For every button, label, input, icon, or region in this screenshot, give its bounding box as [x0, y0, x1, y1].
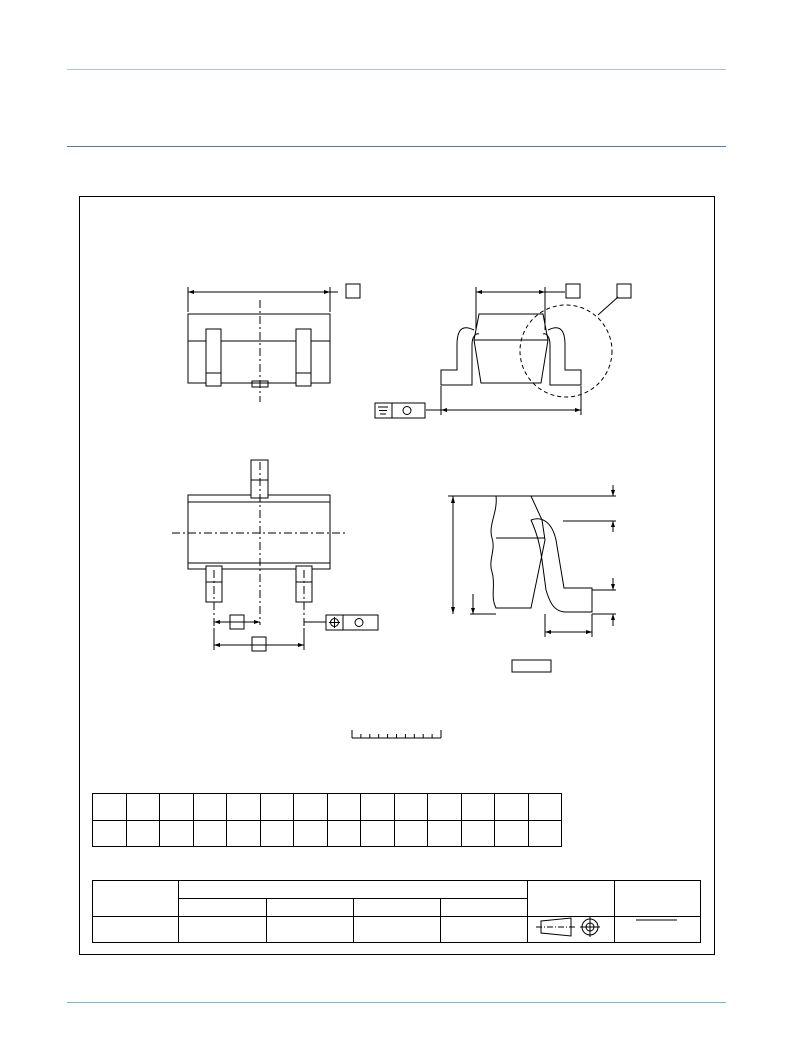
reference-value-1	[179, 917, 266, 943]
reference-value-3	[353, 917, 440, 943]
dimension-cell	[327, 794, 361, 821]
dimension-table	[92, 793, 562, 847]
issue-date-value	[614, 917, 700, 943]
dimension-cell	[327, 820, 361, 847]
detail-callout-box	[617, 284, 631, 298]
dimension-cell	[126, 794, 160, 821]
reference-col-2	[266, 899, 353, 917]
dimension-cell	[93, 820, 127, 847]
reference-value-2	[266, 917, 353, 943]
dimension-cell	[193, 820, 227, 847]
issue-date-header-cell	[614, 881, 700, 917]
dimension-cell	[193, 794, 227, 821]
dimension-cell	[394, 794, 428, 821]
detail-view	[448, 485, 616, 672]
dimension-cell	[160, 820, 194, 847]
reference-col-1	[179, 899, 266, 917]
dimension-cell	[361, 820, 395, 847]
dimension-cell	[93, 794, 127, 821]
reference-value-4	[441, 917, 528, 943]
projection-header-cell	[528, 881, 614, 917]
dimension-cell	[260, 820, 294, 847]
dimension-cell	[394, 820, 428, 847]
scale-bar	[352, 730, 441, 738]
outline-version-value	[93, 917, 179, 943]
top-view	[172, 460, 378, 651]
dimension-cell	[428, 794, 462, 821]
references-header-cell	[179, 881, 528, 899]
detail-label-box	[512, 660, 551, 672]
datum-box	[566, 284, 580, 298]
dimension-cell	[361, 794, 395, 821]
side-view	[188, 284, 360, 402]
projection-value	[528, 917, 614, 943]
dimension-cell	[260, 794, 294, 821]
datum-box	[252, 637, 266, 651]
dimension-cell	[461, 820, 495, 847]
dimension-cell	[227, 820, 261, 847]
dimension-cell	[126, 820, 160, 847]
reference-col-3	[353, 899, 440, 917]
outline-version-cell	[93, 881, 179, 917]
dimension-cell	[495, 794, 529, 821]
dimension-cell	[428, 820, 462, 847]
dimension-cell	[495, 820, 529, 847]
dimension-cell	[160, 794, 194, 821]
flatness-tolerance-frame	[375, 403, 425, 418]
dimension-cell	[528, 820, 562, 847]
front-view	[375, 284, 631, 418]
dimension-cell	[294, 820, 328, 847]
position-tolerance-frame	[326, 615, 378, 630]
dimension-cell	[528, 794, 562, 821]
dimension-cell	[294, 794, 328, 821]
datum-box	[346, 284, 360, 298]
reference-col-4	[441, 899, 528, 917]
dimension-cell	[227, 794, 261, 821]
outline-info-table	[92, 880, 701, 943]
dimension-cell	[461, 794, 495, 821]
